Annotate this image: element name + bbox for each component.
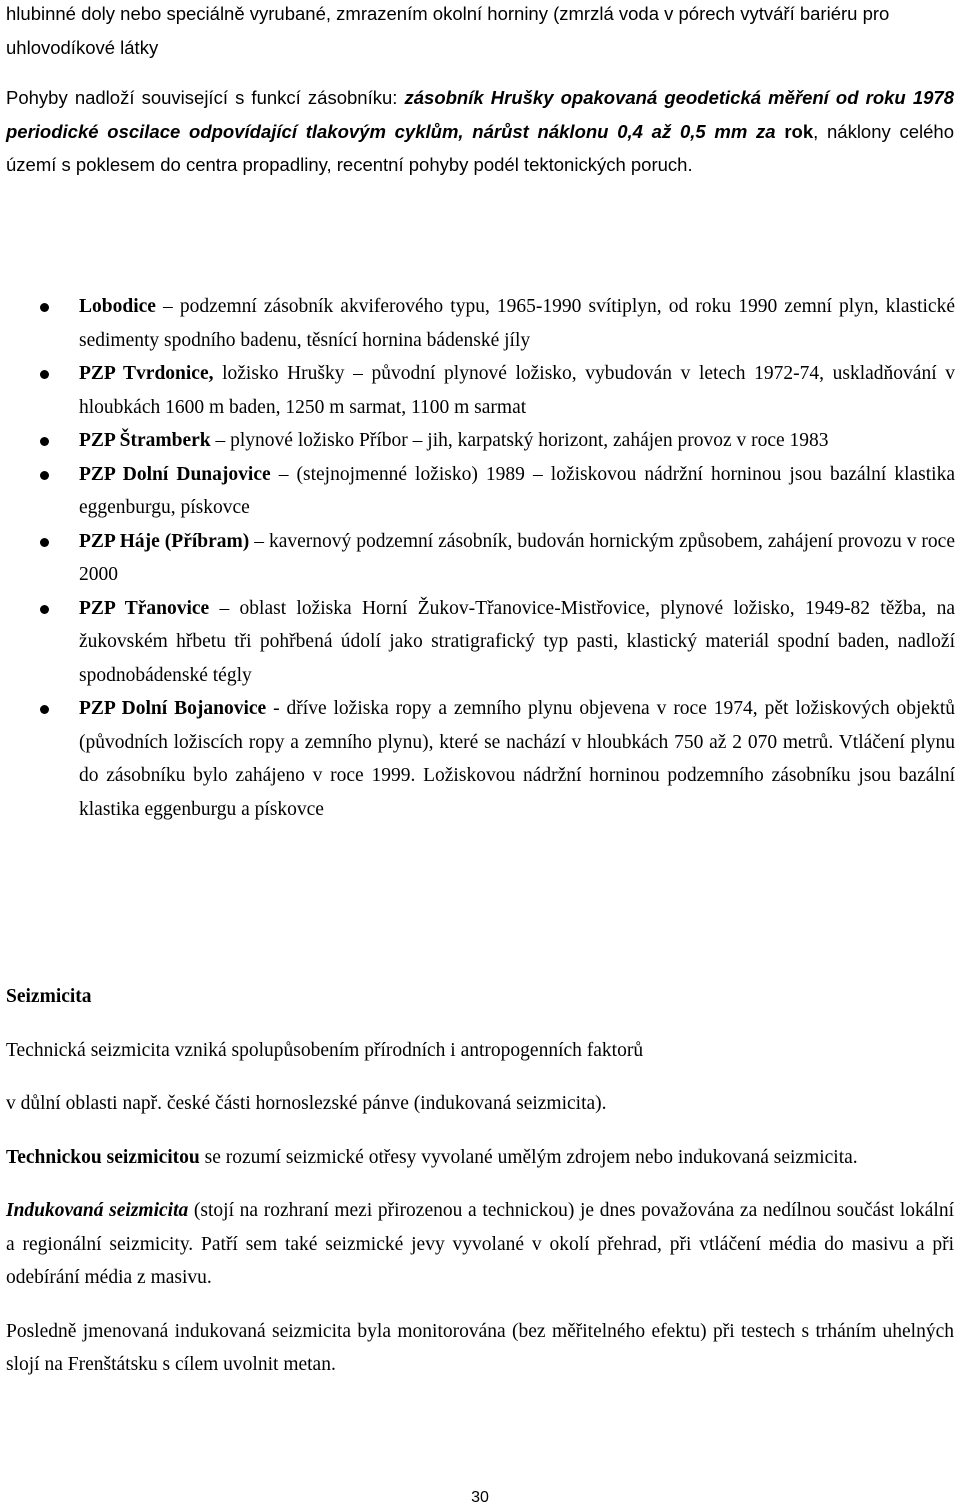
list-item xyxy=(40,290,955,357)
seismicity-section xyxy=(6,980,954,1382)
seismicity-paragraph-4-text: (stojí na rozhraní mezi přirozenou a technickou) je dnes považována za nedílnou součást lokální a regionální seizmicity. Patří sem také seizmické jevy vyvolané v okolí přehrad, při vtláčení média do masivu a při odebírání média z masivu. xyxy=(6,1200,954,1288)
storage-description: ložisko Hrušky – původní plynové ložisko, vybudován v letech 1972-74, uskladňování v hloubkách 1600 m baden, 1250 m sarmat, 1100 m sarmat xyxy=(79,363,955,418)
storage-description: – (stejnojmenné ložisko) 1989 – ložiskovou nádržní horninou jsou bazální klastika eggenburgu, pískovce xyxy=(79,463,956,518)
intro-para2-bold: rok xyxy=(784,120,814,142)
bullet-icon xyxy=(40,538,49,547)
section-heading: Seizmicita xyxy=(6,986,92,1007)
intro-para2-lead: Pohyby nadloží související s funkcí zásobníku: xyxy=(6,87,405,108)
storage-name: PZP Dolní Bojanovice xyxy=(79,698,267,719)
term-induced-seismicity: Indukovaná seizmicita xyxy=(6,1200,189,1221)
storage-name: PZP Štramberk xyxy=(79,430,211,451)
storage-name: PZP Háje (Příbram) xyxy=(79,530,250,552)
intro-paragraph-1: hlubinné doly nebo speciálně vyrubané, zmrazením okolní horniny (zmrzlá voda v pórech vytváří bariéru pro uhlovodíkové látky xyxy=(6,3,890,58)
storage-description: – plynové ložisko Příbor – jih, karpatský horizont, zahájen provoz v roce 1983 xyxy=(210,430,829,451)
bullet-icon xyxy=(40,705,49,714)
list-item xyxy=(40,424,955,458)
storage-description: - dříve ložiska ropy a zemního plynu objevena v roce 1974, pět ložiskových objektů (původních ložiscích ropy a zemního plynu), které se nachází v hloubkách 750 až 2 070 metrů. Vtláčení plynu do zásobníku bylo zahájeno v roce 1999. Ložiskovou nádržní horninou podzemního zásobníku jsou bazální klastika eggenburgu a pískovce xyxy=(79,698,955,820)
seismicity-paragraph-1: Technická seizmicita vzniká spolupůsobením přírodních i antropogenních faktorů xyxy=(6,1039,644,1061)
intro-para2-emphasis: zásobník Hrušky opakovaná geodetická měření od roku 1978 periodické oscilace odpovídající tlakovým cyklům, nárůst náklonu 0,4 až 0,5 mm za xyxy=(6,87,954,142)
storage-description: – kavernový podzemní zásobník, budován hornickým způsobem, zahájení provozu v roce 2000 xyxy=(79,530,955,585)
term-technical-seismicity: Technickou seizmicitou xyxy=(6,1146,200,1168)
storage-name: PZP Dolní Dunajovice xyxy=(79,463,271,485)
list-item xyxy=(40,357,955,424)
seismicity-paragraph-4 xyxy=(6,1194,954,1295)
bullet-icon xyxy=(40,471,49,480)
intro-section xyxy=(6,0,954,182)
intro-para2-tail: , náklony celého území s poklesem do centra propadliny, recentní pohyby podél tektonických poruch. xyxy=(6,120,955,175)
storage-name: PZP Třanovice xyxy=(79,597,210,619)
list-item xyxy=(40,692,955,826)
storage-list xyxy=(40,290,955,826)
list-item xyxy=(40,525,955,592)
seismicity-paragraph-2: v důlní oblasti např. české části hornoslezské pánve (indukovaná seizmicita). xyxy=(6,1093,607,1114)
storage-name: Lobodice xyxy=(79,296,156,317)
intro-paragraph-2 xyxy=(6,81,954,182)
storage-description: – oblast ložiska Horní Žukov-Třanovice-Mistřovice, plynové ložisko, 1949-82 těžba, na žukovském hřbetu tři pohřbená údolí jako stratigrafický typ pasti, klastický materiál spodní baden, nadloží spodnobádenské tégly xyxy=(79,597,955,686)
list-item xyxy=(40,592,955,693)
seismicity-paragraph-3 xyxy=(6,1141,954,1175)
list-item xyxy=(40,458,955,525)
seismicity-paragraph-5: Posledně jmenovaná indukovaná seizmicita byla monitorována (bez měřitelného efektu) při testech s trháním uhelných slojí na Frenštátsku s cílem uvolnit metan. xyxy=(6,1320,954,1375)
storage-name: PZP Tvrdonice, xyxy=(79,363,214,384)
storage-description: – podzemní zásobník akviferového typu, 1965-1990 svítiplyn, od roku 1990 zemní plyn, klastické sedimenty spodního badenu, těsnící hornina bádenské jíly xyxy=(79,296,955,351)
page-number: 30 xyxy=(471,1489,489,1506)
bullet-icon xyxy=(40,303,49,312)
bullet-icon xyxy=(40,605,49,614)
seismicity-paragraph-3-text: se rozumí seizmické otřesy vyvolané umělým zdrojem nebo indukovaná seizmicita. xyxy=(199,1146,858,1168)
bullet-icon xyxy=(40,437,49,446)
bullet-icon xyxy=(40,370,49,379)
